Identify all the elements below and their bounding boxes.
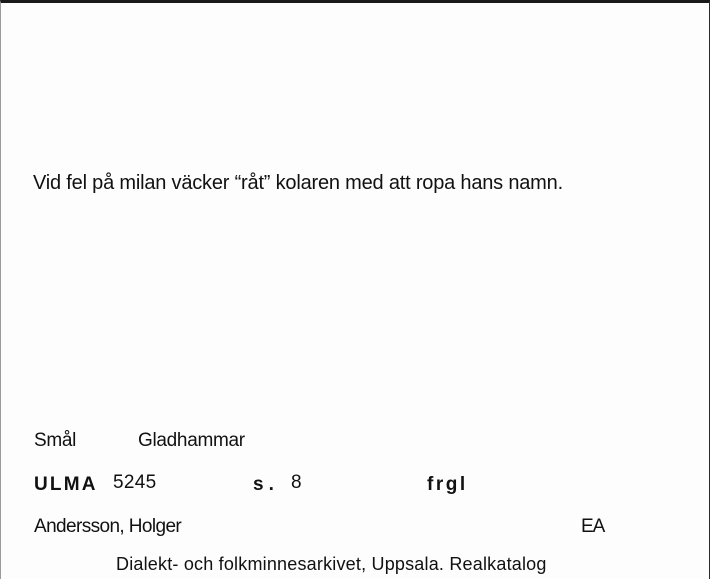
record-text: Vid fel på milan väcker “råt” kolaren med att ropa hans namn. (33, 172, 563, 194)
archive-footer: Dialekt- och folkminnesarkivet, Uppsala. Realkatalog (116, 554, 547, 574)
recorder-name: Andersson, Holger (34, 516, 182, 537)
recorder-initials: EA (581, 516, 605, 537)
category-code: frgl (427, 474, 468, 495)
page-label: s. (253, 474, 279, 495)
parish-label: Gladhammar (138, 430, 245, 451)
archive-number: 5245 (113, 472, 157, 493)
archive-code: ULMA (34, 474, 98, 495)
province-label: Smål (34, 430, 77, 451)
page-number: 8 (291, 472, 302, 493)
